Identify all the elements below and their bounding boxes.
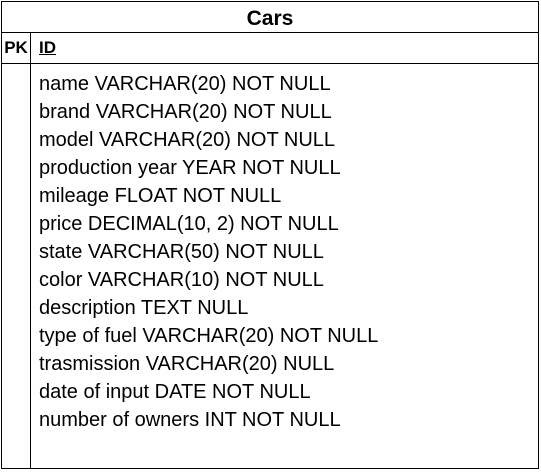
attribute-row: price DECIMAL(10, 2) NOT NULL xyxy=(39,213,339,235)
attribute-row: color VARCHAR(10) NOT NULL xyxy=(39,269,324,291)
attribute-row: name VARCHAR(20) NOT NULL xyxy=(39,73,331,95)
attributes-section xyxy=(2,64,538,468)
primary-key-row xyxy=(2,33,538,64)
attribute-row: production year YEAR NOT NULL xyxy=(39,157,341,179)
attribute-row: date of input DATE NOT NULL xyxy=(39,381,311,403)
key-gutter xyxy=(2,64,31,468)
entity-cars[interactable] xyxy=(1,1,539,469)
attribute-list xyxy=(39,70,378,434)
entity-title: Cars xyxy=(2,2,538,33)
attribute-row: type of fuel VARCHAR(20) NOT NULL xyxy=(39,325,379,347)
attribute-row: state VARCHAR(50) NOT NULL xyxy=(39,241,324,263)
attribute-row: trasmission VARCHAR(20) NULL xyxy=(39,353,335,375)
pk-label: PK xyxy=(2,33,31,63)
pk-field: ID xyxy=(39,38,56,57)
attribute-row: number of owners INT NOT NULL xyxy=(39,409,341,431)
attribute-row: model VARCHAR(20) NOT NULL xyxy=(39,129,336,151)
attribute-row: mileage FLOAT NOT NULL xyxy=(39,185,282,207)
attribute-row: description TEXT NULL xyxy=(39,297,249,319)
attribute-row: brand VARCHAR(20) NOT NULL xyxy=(39,101,332,123)
